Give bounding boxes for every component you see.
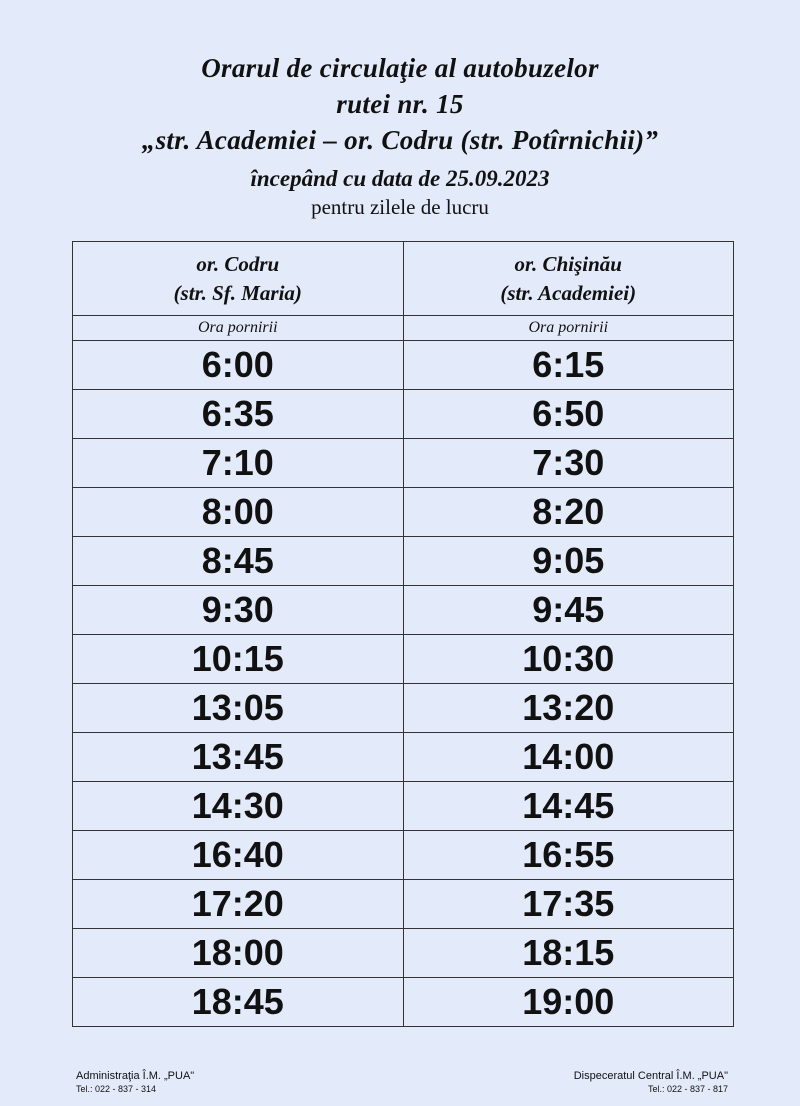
departure-time-codru: 18:00 bbox=[73, 929, 404, 978]
table-row bbox=[73, 880, 734, 929]
schedule-header bbox=[0, 50, 800, 220]
table-row bbox=[73, 341, 734, 390]
column-header-row bbox=[73, 242, 734, 316]
departure-time-codru: 14:30 bbox=[73, 782, 404, 831]
departure-time-codru: 17:20 bbox=[73, 880, 404, 929]
table-row bbox=[73, 488, 734, 537]
column-name: or. Chişinău bbox=[514, 251, 622, 276]
departure-time-chisinau: 18:15 bbox=[403, 929, 734, 978]
title-line-1: Orarul de circulaţie al autobuzelor bbox=[201, 53, 599, 83]
departure-time-codru: 7:10 bbox=[73, 439, 404, 488]
departure-time-codru: 10:15 bbox=[73, 635, 404, 684]
departure-time-codru: 16:40 bbox=[73, 831, 404, 880]
departure-time-chisinau: 8:20 bbox=[403, 488, 734, 537]
departure-time-chisinau: 14:45 bbox=[403, 782, 734, 831]
days-note: pentru zilele de lucru bbox=[311, 195, 489, 219]
departure-time-codru: 9:30 bbox=[73, 586, 404, 635]
table-row bbox=[73, 733, 734, 782]
table-row bbox=[73, 439, 734, 488]
column-street: (str. Sf. Maria) bbox=[173, 280, 302, 305]
footer-dispatch bbox=[574, 1070, 728, 1096]
column-street: (str. Academiei) bbox=[500, 280, 637, 305]
departure-time-chisinau: 14:00 bbox=[403, 733, 734, 782]
departure-time-chisinau: 7:30 bbox=[403, 439, 734, 488]
departure-time-chisinau: 10:30 bbox=[403, 635, 734, 684]
departure-time-codru: 8:45 bbox=[73, 537, 404, 586]
table-row bbox=[73, 782, 734, 831]
departure-time-chisinau: 9:45 bbox=[403, 586, 734, 635]
administration-phone: Tel.: 022 - 837 - 314 bbox=[76, 1084, 157, 1094]
table-row bbox=[73, 684, 734, 733]
departure-time-codru: 18:45 bbox=[73, 978, 404, 1027]
departure-label-row bbox=[73, 316, 734, 341]
departure-time-codru: 6:00 bbox=[73, 341, 404, 390]
timetable bbox=[72, 241, 734, 1027]
departure-time-codru: 6:35 bbox=[73, 390, 404, 439]
departure-time-chisinau: 13:20 bbox=[403, 684, 734, 733]
administration-name: Administraţia Î.M. „PUA" bbox=[76, 1070, 195, 1082]
departure-time-chisinau: 9:05 bbox=[403, 537, 734, 586]
column-header-codru bbox=[73, 242, 404, 316]
departure-label: Ora pornirii bbox=[73, 316, 404, 341]
table-row bbox=[73, 390, 734, 439]
column-name: or. Codru bbox=[196, 251, 280, 276]
departure-time-chisinau: 6:15 bbox=[403, 341, 734, 390]
title-line-2: rutei nr. 15 bbox=[336, 89, 464, 119]
departure-time-codru: 8:00 bbox=[73, 488, 404, 537]
departure-time-chisinau: 16:55 bbox=[403, 831, 734, 880]
dispatch-name: Dispeceratul Central Î.M. „PUA" bbox=[573, 1070, 728, 1082]
table-row bbox=[73, 586, 734, 635]
footer-administration bbox=[76, 1070, 194, 1096]
dispatch-phone: Tel.: 022 - 837 - 817 bbox=[647, 1084, 728, 1094]
table-row bbox=[73, 635, 734, 684]
departure-time-codru: 13:05 bbox=[73, 684, 404, 733]
table-row bbox=[73, 831, 734, 880]
table-row bbox=[73, 537, 734, 586]
table-row bbox=[73, 978, 734, 1027]
departure-time-codru: 13:45 bbox=[73, 733, 404, 782]
effective-date: începând cu data de 25.09.2023 bbox=[250, 166, 550, 191]
column-header-chisinau bbox=[403, 242, 734, 316]
departure-time-chisinau: 6:50 bbox=[403, 390, 734, 439]
departure-label: Ora pornirii bbox=[403, 316, 734, 341]
table-row bbox=[73, 929, 734, 978]
departure-time-chisinau: 19:00 bbox=[403, 978, 734, 1027]
title-line-3: „str. Academiei – or. Codru (str. Potîrnichii)” bbox=[141, 125, 659, 155]
timetable-body bbox=[73, 341, 734, 1027]
departure-time-chisinau: 17:35 bbox=[403, 880, 734, 929]
